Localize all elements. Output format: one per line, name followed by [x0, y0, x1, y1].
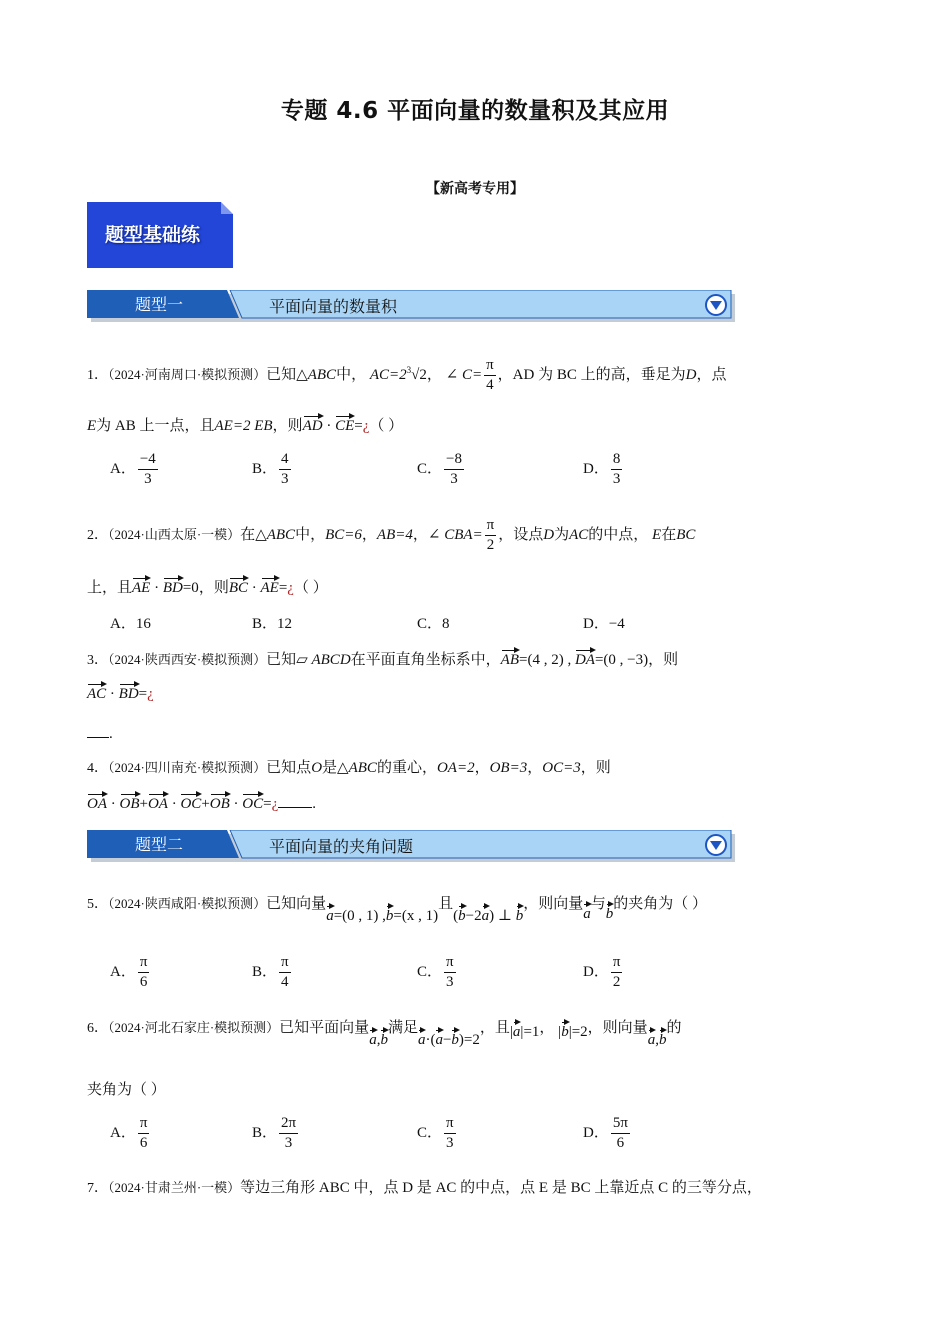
- q5-option-a[interactable]: [110, 955, 151, 990]
- vector: a: [481, 908, 490, 924]
- math: =1: [523, 1024, 540, 1040]
- math: AC: [569, 526, 589, 543]
- vector: AE: [260, 580, 279, 596]
- q5-condition: [453, 908, 523, 924]
- q1-option-b[interactable]: [252, 452, 293, 487]
- text: ，则向量: [523, 896, 584, 912]
- fraction: [611, 1116, 630, 1151]
- page-title: 专题 4.6 平面向量的数量积及其应用: [280, 98, 670, 124]
- frac-num: −4: [138, 452, 158, 470]
- question-5-line-1: [87, 892, 707, 924]
- vector: b: [605, 906, 614, 922]
- frac-den: 3: [612, 471, 621, 487]
- triangle-symbol: △: [296, 366, 308, 383]
- vector: a: [583, 906, 591, 922]
- text: ，则: [198, 580, 229, 596]
- opt-label: A．: [110, 616, 136, 632]
- vector: AD: [302, 418, 323, 434]
- q5-formula: [326, 908, 438, 924]
- question-number: 6．: [87, 1021, 108, 1036]
- math: ·(: [425, 1032, 436, 1048]
- text: =: [138, 686, 148, 702]
- frac-den: 4: [486, 377, 494, 393]
- text: =: [278, 580, 288, 596]
- triangle-symbol: △: [337, 760, 349, 776]
- opt-label: C．: [417, 963, 443, 980]
- inverted-question: ¿: [287, 580, 294, 596]
- math: =2: [571, 1024, 588, 1040]
- q1-option-c[interactable]: [417, 452, 466, 487]
- section-badge: [87, 202, 233, 268]
- q6-vectors-2: [648, 1032, 667, 1048]
- question-number: 2．: [87, 527, 108, 543]
- opt-label: D．: [583, 616, 609, 632]
- text: ,: [655, 1032, 659, 1048]
- question-4-line-2: OA · OB+OA · OC+OB · OC=¿ .: [87, 796, 317, 812]
- q5-option-b[interactable]: [252, 955, 293, 990]
- math: E: [87, 418, 97, 434]
- question-source: （2024·山西太原·一模）: [108, 526, 241, 542]
- text: ，则向量: [587, 1020, 648, 1036]
- vector: AB: [500, 652, 519, 668]
- text: 等边三角形 ABC 中，点 D 是 AC 的中点，点 E 是 BC 上靠近点 C 的三等分点，: [240, 1180, 762, 1196]
- vector: b: [515, 908, 524, 924]
- vector: b: [451, 1032, 459, 1048]
- vector: OC: [242, 796, 264, 812]
- text: 与: [590, 896, 606, 912]
- inverted-question: ¿: [362, 418, 370, 434]
- q5-option-d[interactable]: [583, 955, 624, 990]
- answer-paren: （ ）: [369, 418, 404, 434]
- text: ，: [527, 760, 543, 776]
- q6-abs-a: |a|=1: [509, 1024, 540, 1040]
- q2-option-a[interactable]: [110, 612, 151, 633]
- text: .: [109, 726, 113, 742]
- question-6-line-1: 6．（2024·河北石家庄·模拟预测）已知平面向量a,b满足a·(a−b)=2，且|a|=1， |b|=2，则向量a,b的: [87, 1020, 682, 1048]
- vector: BC: [228, 580, 248, 596]
- question-source: （2024·河北石家庄·模拟预测）: [108, 1020, 280, 1035]
- question-3-answer-blank[interactable]: [87, 724, 113, 743]
- section-2-label: 题型二: [135, 835, 184, 854]
- question-1-line-2: [87, 414, 403, 435]
- frac-num: π: [484, 358, 496, 376]
- math: D: [543, 526, 555, 543]
- math: BC=6: [325, 526, 362, 543]
- opt-label: C．: [417, 1124, 443, 1141]
- math: D: [685, 366, 697, 383]
- fraction: [138, 452, 158, 487]
- text: 的重心，: [376, 760, 437, 776]
- text: 在: [661, 526, 677, 543]
- frac-num: 5π: [611, 1116, 630, 1134]
- answer-paren: （ ）: [293, 580, 328, 596]
- text: ，且: [479, 1020, 510, 1036]
- question-number: 7．: [87, 1181, 108, 1196]
- vector: AE: [132, 580, 151, 596]
- math: =(0 , −3): [594, 652, 649, 668]
- text: 为: [554, 526, 570, 543]
- frac-den: 3: [446, 974, 454, 990]
- fraction: [279, 955, 291, 990]
- frac-num: π: [444, 1116, 456, 1134]
- vector: a: [369, 1032, 377, 1048]
- root-value: √2: [411, 366, 427, 383]
- math: ABC: [307, 366, 337, 383]
- inverted-question: ¿: [147, 686, 154, 702]
- root-index: 3: [406, 364, 412, 375]
- math: AE=2 EB: [214, 418, 273, 434]
- question-1-line-1: [87, 358, 726, 393]
- opt-label: B．: [252, 963, 278, 980]
- text: 在平面直角坐标系中，: [350, 652, 501, 668]
- text: 中，: [295, 526, 326, 543]
- frac-den: 4: [281, 974, 289, 990]
- question-source: （2024·陕西西安·模拟预测）: [108, 652, 267, 667]
- opt-label: B．: [252, 460, 278, 477]
- section-bar-1-bg: [87, 290, 735, 322]
- math: ABC: [266, 526, 296, 543]
- section-1-title: 平面向量的数量积: [269, 297, 398, 316]
- text: =0: [182, 580, 199, 596]
- opt-label: C．: [417, 460, 443, 477]
- vector: BD: [162, 580, 183, 596]
- badge-fold-corner: [221, 202, 233, 214]
- math: OB=3: [489, 760, 528, 776]
- opt-value: 12: [277, 616, 293, 632]
- q6-option-b[interactable]: [252, 1116, 300, 1151]
- triangle-symbol: △: [255, 526, 267, 543]
- q6-abs-b: |b|=2: [558, 1024, 588, 1040]
- vector: b: [658, 1032, 667, 1048]
- frac-den: 2: [486, 537, 495, 553]
- question-6-line-2: [87, 1078, 166, 1099]
- text: ，: [361, 526, 377, 543]
- frac-den: 3: [446, 1135, 454, 1151]
- text: ，: [474, 760, 490, 776]
- text: =: [263, 796, 272, 812]
- question-4-line-1: [87, 756, 611, 777]
- math: −2: [465, 908, 482, 924]
- page-subtitle: 【新高考专用】: [426, 181, 524, 197]
- math: AB=4: [376, 526, 413, 543]
- frac-den: 3: [144, 471, 152, 487]
- vector: OB: [209, 796, 230, 812]
- text: 夹角为（ ）: [87, 1082, 166, 1098]
- text: 已知平面向量: [279, 1020, 370, 1036]
- vector: b: [458, 908, 466, 924]
- vector: a: [435, 1032, 443, 1048]
- section-bar-2: [87, 830, 735, 862]
- text: ，则: [648, 652, 679, 668]
- answer-blank[interactable]: [278, 794, 312, 808]
- frac-den: 6: [139, 974, 148, 990]
- vector: AC: [87, 686, 107, 702]
- text: ，则: [580, 760, 611, 776]
- text: ，AD 为 BC 上的高，垂足为: [497, 366, 686, 383]
- vector: b: [385, 908, 394, 924]
- frac-num: 4: [279, 452, 291, 470]
- opt-label: D．: [583, 963, 609, 980]
- fraction: [611, 955, 623, 990]
- frac-num: π: [138, 955, 150, 973]
- math: AC=2: [369, 366, 407, 383]
- text: ，: [412, 526, 428, 543]
- vector: OA: [147, 796, 168, 812]
- fraction: [279, 1116, 298, 1151]
- text: +: [139, 796, 148, 812]
- math: −: [442, 1032, 452, 1048]
- q6-vectors: [369, 1032, 388, 1048]
- opt-label: C．: [417, 616, 443, 632]
- text: 在: [240, 526, 256, 543]
- text: ，点: [696, 366, 727, 383]
- text: ，设点: [498, 526, 544, 543]
- text: 的中点，: [588, 526, 649, 543]
- text: ·: [326, 418, 332, 434]
- vector: b: [380, 1032, 388, 1048]
- section-2-title: 平面向量的夹角问题: [269, 837, 414, 856]
- fraction: [611, 452, 623, 487]
- chevron-down-icon[interactable]: [705, 834, 727, 856]
- math: ∠ C=: [445, 366, 483, 383]
- q6-option-c[interactable]: [417, 1116, 458, 1151]
- question-2-line-2: 上，且AE · BD=0，则BC · AE=¿（ ）: [87, 580, 328, 596]
- vector: BD: [118, 686, 139, 702]
- vector: CE: [335, 418, 355, 434]
- fraction: [444, 452, 464, 487]
- math: =(0 , 1) ,: [333, 908, 386, 924]
- text: =: [354, 418, 363, 434]
- text: 已知向量: [266, 896, 327, 912]
- q5-option-c[interactable]: [417, 955, 458, 990]
- opt-value: −4: [608, 616, 625, 632]
- opt-label: A．: [110, 963, 136, 980]
- q6-option-d[interactable]: [583, 1116, 632, 1151]
- text: 已知点: [266, 760, 312, 776]
- question-2-line-1: [87, 518, 695, 553]
- question-number: 3．: [87, 653, 108, 668]
- opt-value: 16: [135, 616, 151, 632]
- math: OC=3: [542, 760, 581, 776]
- question-number: 4．: [87, 761, 108, 776]
- frac-den: 2: [612, 974, 621, 990]
- q1-option-d[interactable]: [583, 452, 624, 487]
- frac-num: 2π: [279, 1116, 298, 1134]
- question-number: 1．: [87, 367, 108, 383]
- fraction: [485, 518, 497, 553]
- question-3-line-2: AC · BD=¿: [87, 686, 154, 702]
- text: 是: [322, 760, 338, 776]
- fraction: [444, 955, 456, 990]
- opt-label: D．: [583, 460, 609, 477]
- frac-num: π: [444, 955, 456, 973]
- section-bar-1: [87, 290, 735, 322]
- section-1-label: 题型一: [135, 295, 184, 314]
- badge-label: 题型基础练: [105, 224, 201, 246]
- fraction: [279, 452, 291, 487]
- text: ，则: [272, 418, 303, 434]
- q2-option-d[interactable]: [583, 612, 625, 633]
- frac-num: π: [611, 955, 623, 973]
- vector: OA: [87, 796, 107, 812]
- q6-option-a[interactable]: [110, 1116, 151, 1151]
- vector: OB: [119, 796, 140, 812]
- text: 已知: [266, 366, 297, 383]
- text: 的: [666, 1020, 682, 1036]
- opt-label: A．: [110, 460, 136, 477]
- opt-label: B．: [252, 616, 278, 632]
- text: 满足: [387, 1020, 418, 1036]
- q2-option-c[interactable]: [417, 612, 450, 633]
- text: .: [312, 796, 317, 812]
- question-source: （2024·甘肃兰州·一模）: [108, 1180, 241, 1195]
- q6-expression: [418, 1032, 480, 1048]
- text: 中，: [336, 366, 367, 383]
- fraction: [138, 1116, 150, 1151]
- math: =(x , 1): [393, 908, 439, 924]
- opt-label: B．: [252, 1124, 278, 1141]
- frac-den: 6: [139, 1135, 148, 1151]
- vector: a: [417, 1032, 426, 1048]
- frac-den: 6: [616, 1135, 625, 1151]
- math: ) ⊥: [489, 908, 512, 924]
- opt-value: 8: [442, 616, 450, 632]
- text: 已知: [266, 652, 297, 668]
- vector: OC: [180, 796, 202, 812]
- question-3-line-1: [87, 648, 678, 669]
- text: 上，且: [87, 580, 133, 596]
- math: BC: [676, 526, 696, 543]
- vector: a: [326, 908, 334, 924]
- frac-num: 8: [611, 452, 623, 470]
- math: O: [311, 760, 323, 776]
- question-source: （2024·河南周口·模拟预测）: [108, 366, 267, 382]
- question-source: （2024·四川南充·模拟预测）: [108, 760, 267, 775]
- text: 且: [438, 896, 454, 912]
- frac-den: 3: [450, 471, 458, 487]
- parallelogram-symbol: ▱: [296, 652, 308, 668]
- opt-label: A．: [110, 1124, 136, 1141]
- text: +: [201, 796, 210, 812]
- math: ∠ CBA=: [427, 526, 483, 543]
- q1-option-a[interactable]: [110, 452, 160, 487]
- vector: a: [512, 1024, 521, 1040]
- math: OA=2: [436, 760, 475, 776]
- question-number: 5．: [87, 897, 108, 912]
- question-source: （2024·陕西咸阳·模拟预测）: [108, 896, 267, 911]
- text: ，: [426, 366, 442, 383]
- math: ABC: [348, 760, 377, 776]
- math: =(4 , 2) ,: [519, 652, 572, 668]
- text: ,: [376, 1032, 381, 1048]
- math: ABCD: [311, 652, 351, 668]
- frac-num: π: [138, 1116, 150, 1134]
- math: )=2: [458, 1032, 480, 1048]
- frac-num: −8: [444, 452, 464, 470]
- text: 为 AB 上一点，且: [96, 418, 215, 434]
- vector: DA: [574, 652, 595, 668]
- q2-option-b[interactable]: [252, 612, 292, 633]
- answer-blank[interactable]: [87, 724, 109, 738]
- fraction: [138, 955, 150, 990]
- fraction: [484, 358, 496, 393]
- opt-label: D．: [583, 1124, 609, 1141]
- frac-num: π: [485, 518, 497, 536]
- inverted-question: ¿: [271, 796, 279, 812]
- vector: a: [647, 1032, 656, 1048]
- math: (: [453, 908, 459, 924]
- frac-den: 3: [284, 1135, 293, 1151]
- fraction: [444, 1116, 456, 1151]
- frac-den: 3: [281, 471, 289, 487]
- text: 的夹角为（ ）: [613, 896, 707, 912]
- vector: b: [561, 1024, 569, 1040]
- chevron-down-icon[interactable]: [705, 294, 727, 316]
- question-7-line-1: [87, 1176, 762, 1197]
- math: E: [652, 526, 662, 543]
- frac-num: π: [279, 955, 291, 973]
